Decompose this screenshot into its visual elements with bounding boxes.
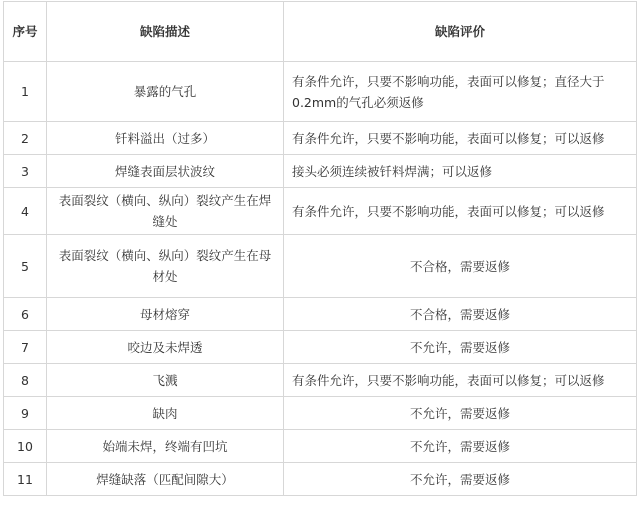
defect-description: 飞溅 [47, 364, 284, 397]
defect-evaluation: 不合格，需要返修 [284, 235, 637, 298]
row-number: 10 [4, 430, 47, 463]
defect-evaluation: 接头必须连续被钎料焊满；可以返修 [284, 155, 637, 188]
row-number: 8 [4, 364, 47, 397]
defect-evaluation: 有条件允许，只要不影响功能，表面可以修复；可以返修 [284, 364, 637, 397]
table-row [4, 364, 637, 397]
row-number: 6 [4, 298, 47, 331]
defect-evaluation: 不允许，需要返修 [284, 430, 637, 463]
defect-evaluation: 有条件允许，只要不影响功能，表面可以修复；直径大于0.2mm的气孔必须返修 [284, 62, 637, 122]
header-description: 缺陷描述 [47, 2, 284, 62]
defect-table [3, 1, 637, 496]
table-row [4, 235, 637, 298]
row-number: 2 [4, 122, 47, 155]
defect-description: 表面裂纹（横向、纵向）裂纹产生在焊缝处 [47, 188, 284, 235]
defect-description: 暴露的气孔 [47, 62, 284, 122]
defect-description: 表面裂纹（横向、纵向）裂纹产生在母材处 [47, 235, 284, 298]
defect-description: 母材熔穿 [47, 298, 284, 331]
defect-evaluation: 有条件允许，只要不影响功能，表面可以修复；可以返修 [284, 188, 637, 235]
table-row [4, 331, 637, 364]
table-row [4, 122, 637, 155]
table-row [4, 397, 637, 430]
defect-evaluation: 有条件允许，只要不影响功能，表面可以修复；可以返修 [284, 122, 637, 155]
row-number: 7 [4, 331, 47, 364]
row-number: 9 [4, 397, 47, 430]
row-number: 3 [4, 155, 47, 188]
row-number: 11 [4, 463, 47, 496]
defect-evaluation: 不合格，需要返修 [284, 298, 637, 331]
defect-evaluation: 不允许，需要返修 [284, 397, 637, 430]
row-number: 4 [4, 188, 47, 235]
defect-description: 焊缝缺落（匹配间隙大） [47, 463, 284, 496]
table-row [4, 155, 637, 188]
header-no: 序号 [4, 2, 47, 62]
defect-description: 焊缝表面层状波纹 [47, 155, 284, 188]
header-evaluation: 缺陷评价 [284, 2, 637, 62]
row-number: 1 [4, 62, 47, 122]
defect-description: 钎料溢出（过多） [47, 122, 284, 155]
table-row [4, 298, 637, 331]
defect-description: 缺肉 [47, 397, 284, 430]
table-row [4, 463, 637, 496]
defect-description: 咬边及未焊透 [47, 331, 284, 364]
table-row [4, 188, 637, 235]
table-row [4, 430, 637, 463]
defect-evaluation: 不允许，需要返修 [284, 331, 637, 364]
defect-evaluation: 不允许，需要返修 [284, 463, 637, 496]
row-number: 5 [4, 235, 47, 298]
table-header-row [4, 2, 637, 62]
table-row [4, 62, 637, 122]
defect-description: 始端未焊，终端有凹坑 [47, 430, 284, 463]
